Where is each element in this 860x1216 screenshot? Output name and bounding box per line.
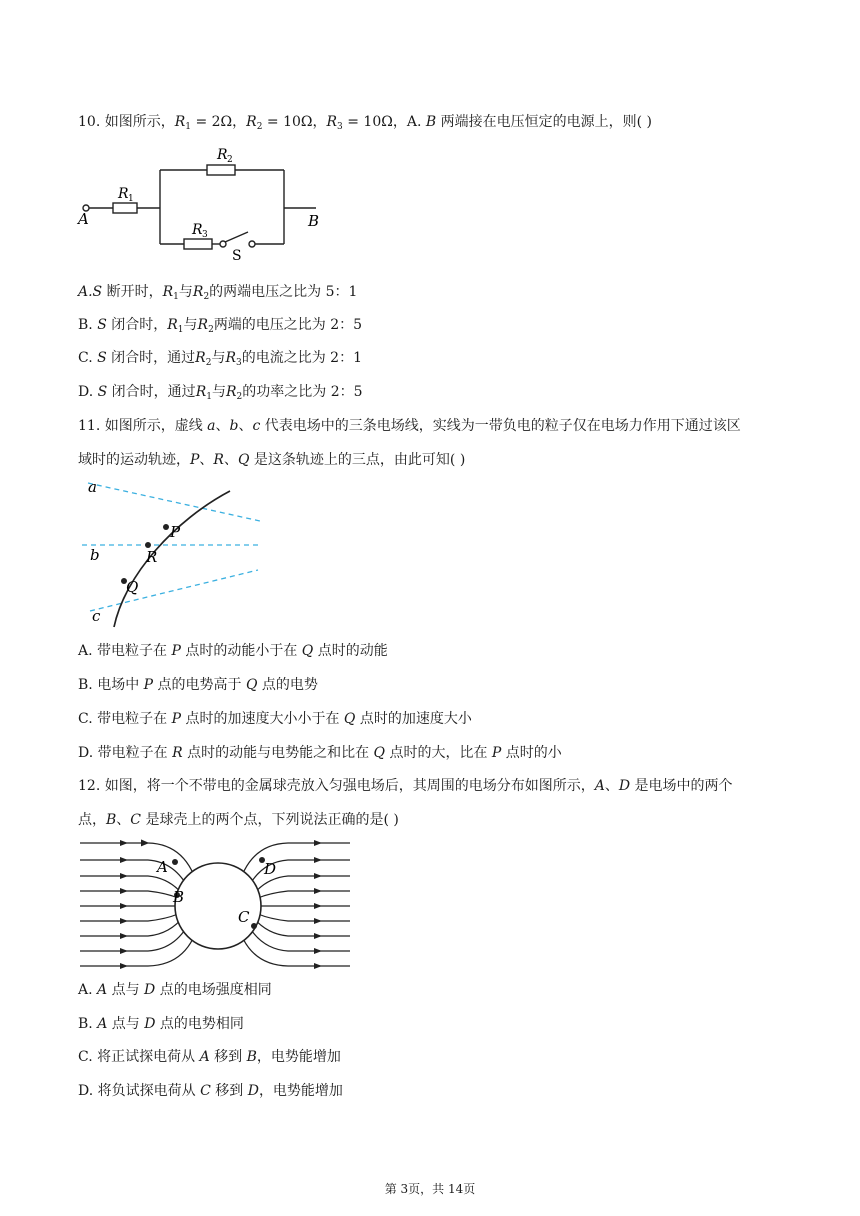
q11-field-diagram [80, 475, 270, 635]
q12-stem-line2: 点，B、C 是球壳上的两个点，下列说法正确的是( ) [78, 812, 399, 828]
label-A: A [78, 210, 89, 228]
label-R2-sub: 2 [227, 155, 233, 165]
q10-circuit-diagram [76, 140, 336, 264]
resistor-R3 [184, 239, 212, 249]
q12-sphere-field-diagram [78, 838, 358, 973]
q11-option-a[interactable]: A. 带电粒子在 P 点时的动能小于在 Q 点时的动能 [78, 643, 388, 659]
q11-stem-line2: 域时的运动轨迹，P、R、Q 是这条轨迹上的三点，由此可知( ) [78, 452, 466, 468]
q12-option-d[interactable]: D. 将负试探电荷从 C 移到 D，电势能增加 [78, 1083, 343, 1099]
resistor-R2 [207, 165, 235, 175]
label-A: A [157, 858, 168, 876]
q11-stem-line1: 11. 如图所示，虚线 a、b、c 代表电场中的三条电场线，实线为一带负电的粒子仅在电场力作用下通过该区 [78, 418, 741, 434]
label-C: C [238, 908, 250, 926]
switch-S-blade [225, 232, 248, 242]
label-B: B [173, 888, 185, 906]
point-P [163, 524, 169, 530]
label-R1: R [118, 186, 129, 202]
label-P: P [170, 523, 181, 541]
q11-option-d[interactable]: D. 带电粒子在 R 点时的动能与电势能之和比在 Q 点时的大，比在 P 点时的小 [78, 745, 562, 761]
label-c: c [92, 607, 101, 625]
resistor-R1 [113, 203, 137, 213]
q11-option-c[interactable]: C. 带电粒子在 P 点时的加速度大小小于在 Q 点时的加速度大小 [78, 711, 472, 727]
label-Q: Q [126, 578, 139, 596]
q10-option-a[interactable]: A.S 断开时，$R_1$与$R_2$的两端电压之比为 5：1 [78, 284, 358, 302]
particle-trajectory [114, 491, 230, 627]
label-R3: R [192, 222, 203, 238]
point-A [172, 859, 178, 865]
metal-sphere-shell [175, 863, 261, 949]
point-C [251, 923, 257, 929]
q10-option-c[interactable]: C. S 闭合时，通过$R_2$与$R_3$的电流之比为 2：1 [78, 350, 362, 368]
label-R1-sub: 1 [128, 194, 134, 204]
label-B: B [308, 212, 320, 230]
q10-option-b[interactable]: B. S 闭合时，$R_1$与$R_2$两端的电压之比为 2：5 [78, 317, 363, 335]
q12-option-c[interactable]: C. 将正试探电荷从 A 移到 B，电势能增加 [78, 1049, 341, 1065]
label-b: b [90, 546, 100, 564]
label-R2: R [217, 147, 228, 163]
q12-stem-line1: 12. 如图，将一个不带电的金属球壳放入匀强电场后，其周围的电场分布如图所示，A、D 是电场中的两个 [78, 778, 733, 794]
q12-option-b[interactable]: B. A 点与 D 点的电势相同 [78, 1016, 244, 1032]
label-S: S [232, 248, 242, 264]
field-line-c [90, 570, 258, 611]
q12-option-a[interactable]: A. A 点与 D 点的电场强度相同 [78, 982, 272, 998]
label-a: a [88, 478, 97, 496]
label-R3-sub: 3 [202, 230, 208, 240]
page-footer: 第 3页，共 14页 [384, 1182, 476, 1196]
q10-option-d[interactable]: D. S 闭合时，通过$R_1$与$R_2$的功率之比为 2：5 [78, 384, 363, 402]
label-R: R [146, 548, 158, 566]
field-line-a [88, 483, 260, 521]
switch-S-contact [249, 241, 255, 247]
label-D: D [264, 860, 277, 878]
q11-option-b[interactable]: B. 电场中 P 点的电势高于 Q 点的电势 [78, 677, 318, 693]
q10-stem: 10. 如图所示，$R_1 = 2\Omega$，$R_2 = 10\Omega$，$R_3 = 10\Omega$，A. B 两端接在电压恒定的电源上，则( ) [78, 114, 652, 132]
